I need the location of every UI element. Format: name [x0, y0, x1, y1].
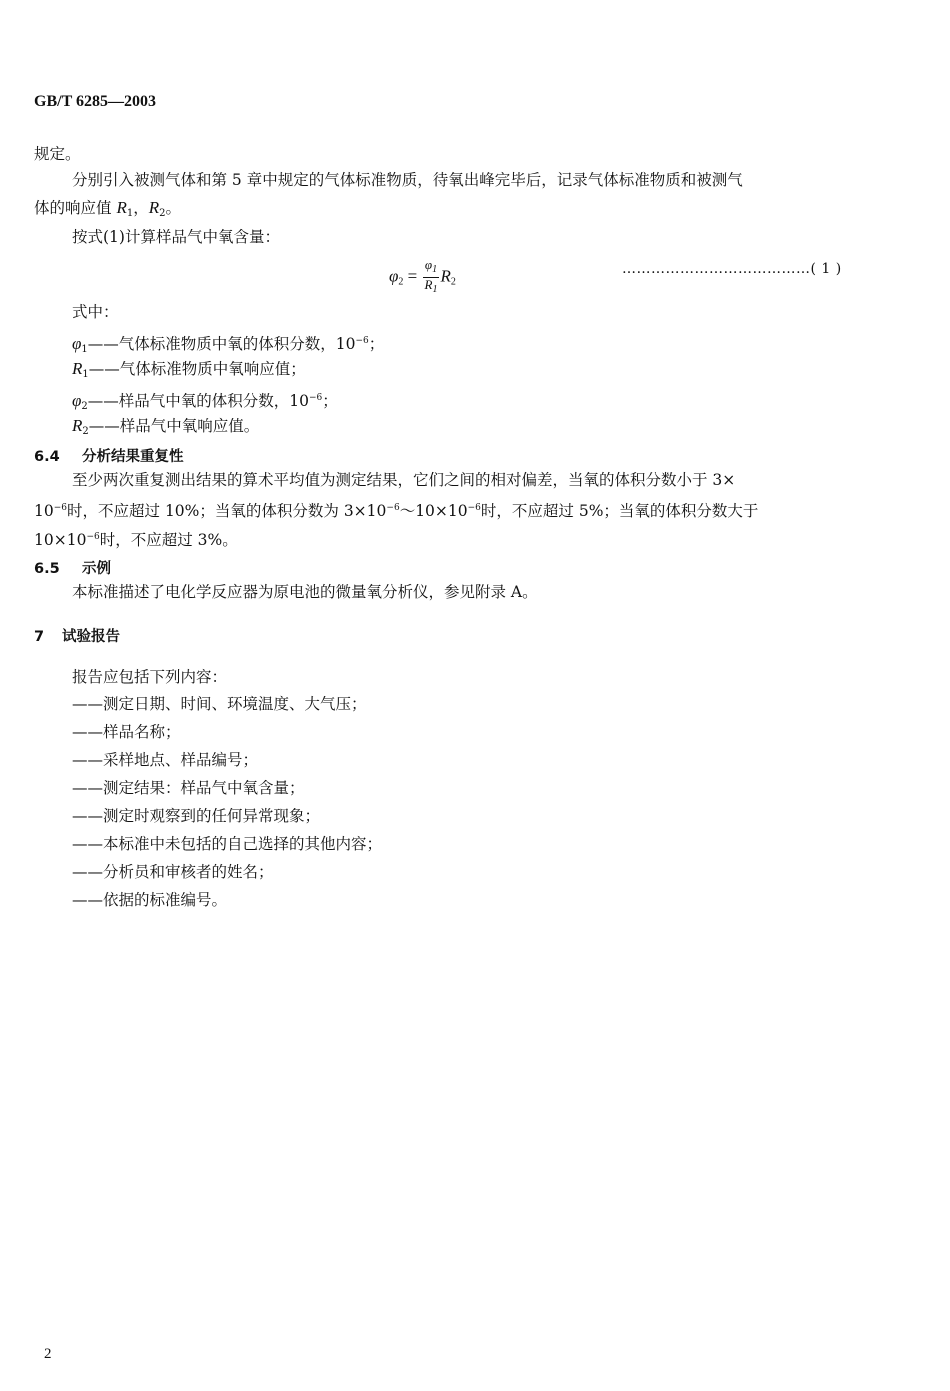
standard-code-header: GB/T 6285—2003 [34, 93, 156, 110]
intro-line-4: 按式(1)计算样品气中氧含量： [72, 228, 280, 246]
section-6-4-line-2 [34, 494, 758, 525]
subscript: 1 [126, 208, 134, 219]
equation-1 [389, 258, 456, 297]
section-number: 6.4 [34, 449, 60, 465]
symbol: R [72, 359, 83, 378]
fraction-numerator [423, 258, 440, 278]
definition: 样品气中氧的体积分数，10 [118, 392, 310, 410]
subscript: 1 [82, 369, 89, 380]
response-symbol-r1: R [116, 198, 127, 217]
text: ～10×10 [399, 502, 468, 520]
numerator-symbol: φ [424, 257, 433, 272]
subscript: 2 [159, 208, 166, 219]
response-symbol-r2: R [148, 198, 160, 217]
report-item: ——依据的标准编号。 [72, 891, 228, 909]
section-6-5-heading [34, 557, 111, 578]
section-6-4-line-3 [34, 523, 238, 554]
section-7-heading [34, 625, 120, 646]
intro-line-1: 规定。 [34, 145, 81, 163]
section-6-4-heading [34, 445, 184, 466]
text: 时，不应超过 10%；当氧的体积分数为 3×10 [67, 502, 387, 520]
report-item: ——测定时观察到的任何异常现象； [72, 807, 321, 825]
definition: 样品气中氧响应值。 [119, 417, 260, 435]
report-item: ——采样地点、样品编号； [72, 751, 259, 769]
superscript: −6 [355, 336, 369, 346]
report-item: ——本标准中未包括的自己选择的其他内容； [72, 835, 383, 853]
subscript: 2 [450, 276, 456, 288]
symbol: φ [72, 391, 82, 410]
definition: 气体标准物质中氧响应值； [119, 360, 306, 378]
superscript: −6 [53, 503, 68, 513]
intro-line-2: 分别引入被测气体和第 5 章中规定的气体标准物质，待氧出峰完毕后，记录气体标准物质和被测气 [72, 171, 743, 189]
period: 。 [165, 199, 181, 217]
tail: ； [322, 392, 338, 410]
subscript: 1 [81, 344, 88, 355]
subscript: 1 [432, 284, 438, 295]
superscript: −6 [86, 532, 100, 542]
separator: ， [133, 199, 149, 217]
fraction [423, 258, 440, 297]
dash: —— [87, 335, 119, 353]
superscript: −6 [467, 503, 481, 513]
subscript: 2 [398, 276, 404, 288]
superscript: −6 [309, 393, 323, 403]
where-label: 式中： [72, 303, 119, 321]
denominator-symbol: R [424, 277, 433, 292]
report-item: ——分析员和审核者的姓名； [72, 863, 274, 881]
section-title: 示例 [82, 561, 111, 577]
section-number: 7 [34, 629, 45, 645]
symbol: φ [72, 334, 82, 353]
where-item-4 [72, 412, 259, 446]
equation-number: …………………………………( 1 ) [622, 261, 842, 277]
section-title: 试验报告 [62, 629, 120, 645]
report-item: ——测定日期、时间、环境温度、大气压； [72, 695, 367, 713]
dash: —— [88, 360, 120, 378]
section-title: 分析结果重复性 [82, 449, 184, 465]
intro-line-3-prefix: 体的响应值 [34, 199, 117, 217]
dash: —— [87, 392, 119, 410]
section-7-intro: 报告应包括下列内容： [72, 668, 228, 686]
superscript: −6 [386, 503, 400, 513]
lhs-symbol: φ [389, 266, 399, 286]
report-item: ——样品名称； [72, 723, 181, 741]
dash: —— [88, 417, 120, 435]
text: 时，不应超过 3%。 [99, 531, 238, 549]
text: 10 [34, 502, 54, 520]
subscript: 2 [82, 426, 89, 437]
section-6-4-line-1: 至少两次重复测出结果的算术平均值为测定结果，它们之间的相对偏差，当氧的体积分数小于 3× [72, 471, 736, 489]
page-number: 2 [44, 1346, 52, 1362]
tail: ； [368, 335, 385, 353]
symbol: R [72, 416, 83, 435]
report-item: ——测定结果：样品气中氧含量； [72, 779, 305, 797]
subscript: 2 [81, 401, 88, 412]
definition: 气体标准物质中氧的体积分数，10 [118, 335, 356, 353]
text: 时，不应超过 5%；当氧的体积分数大于 [480, 502, 759, 520]
equals-sign: = [403, 266, 422, 286]
section-number: 6.5 [34, 561, 60, 577]
section-6-5-text: 本标准描述了电化学反应器为原电池的微量氧分析仪，参见附录 A。 [72, 583, 538, 601]
fraction-denominator [423, 278, 440, 297]
text: 10×10 [34, 531, 87, 549]
subscript: 1 [432, 264, 438, 275]
rhs-symbol: R [440, 266, 451, 286]
